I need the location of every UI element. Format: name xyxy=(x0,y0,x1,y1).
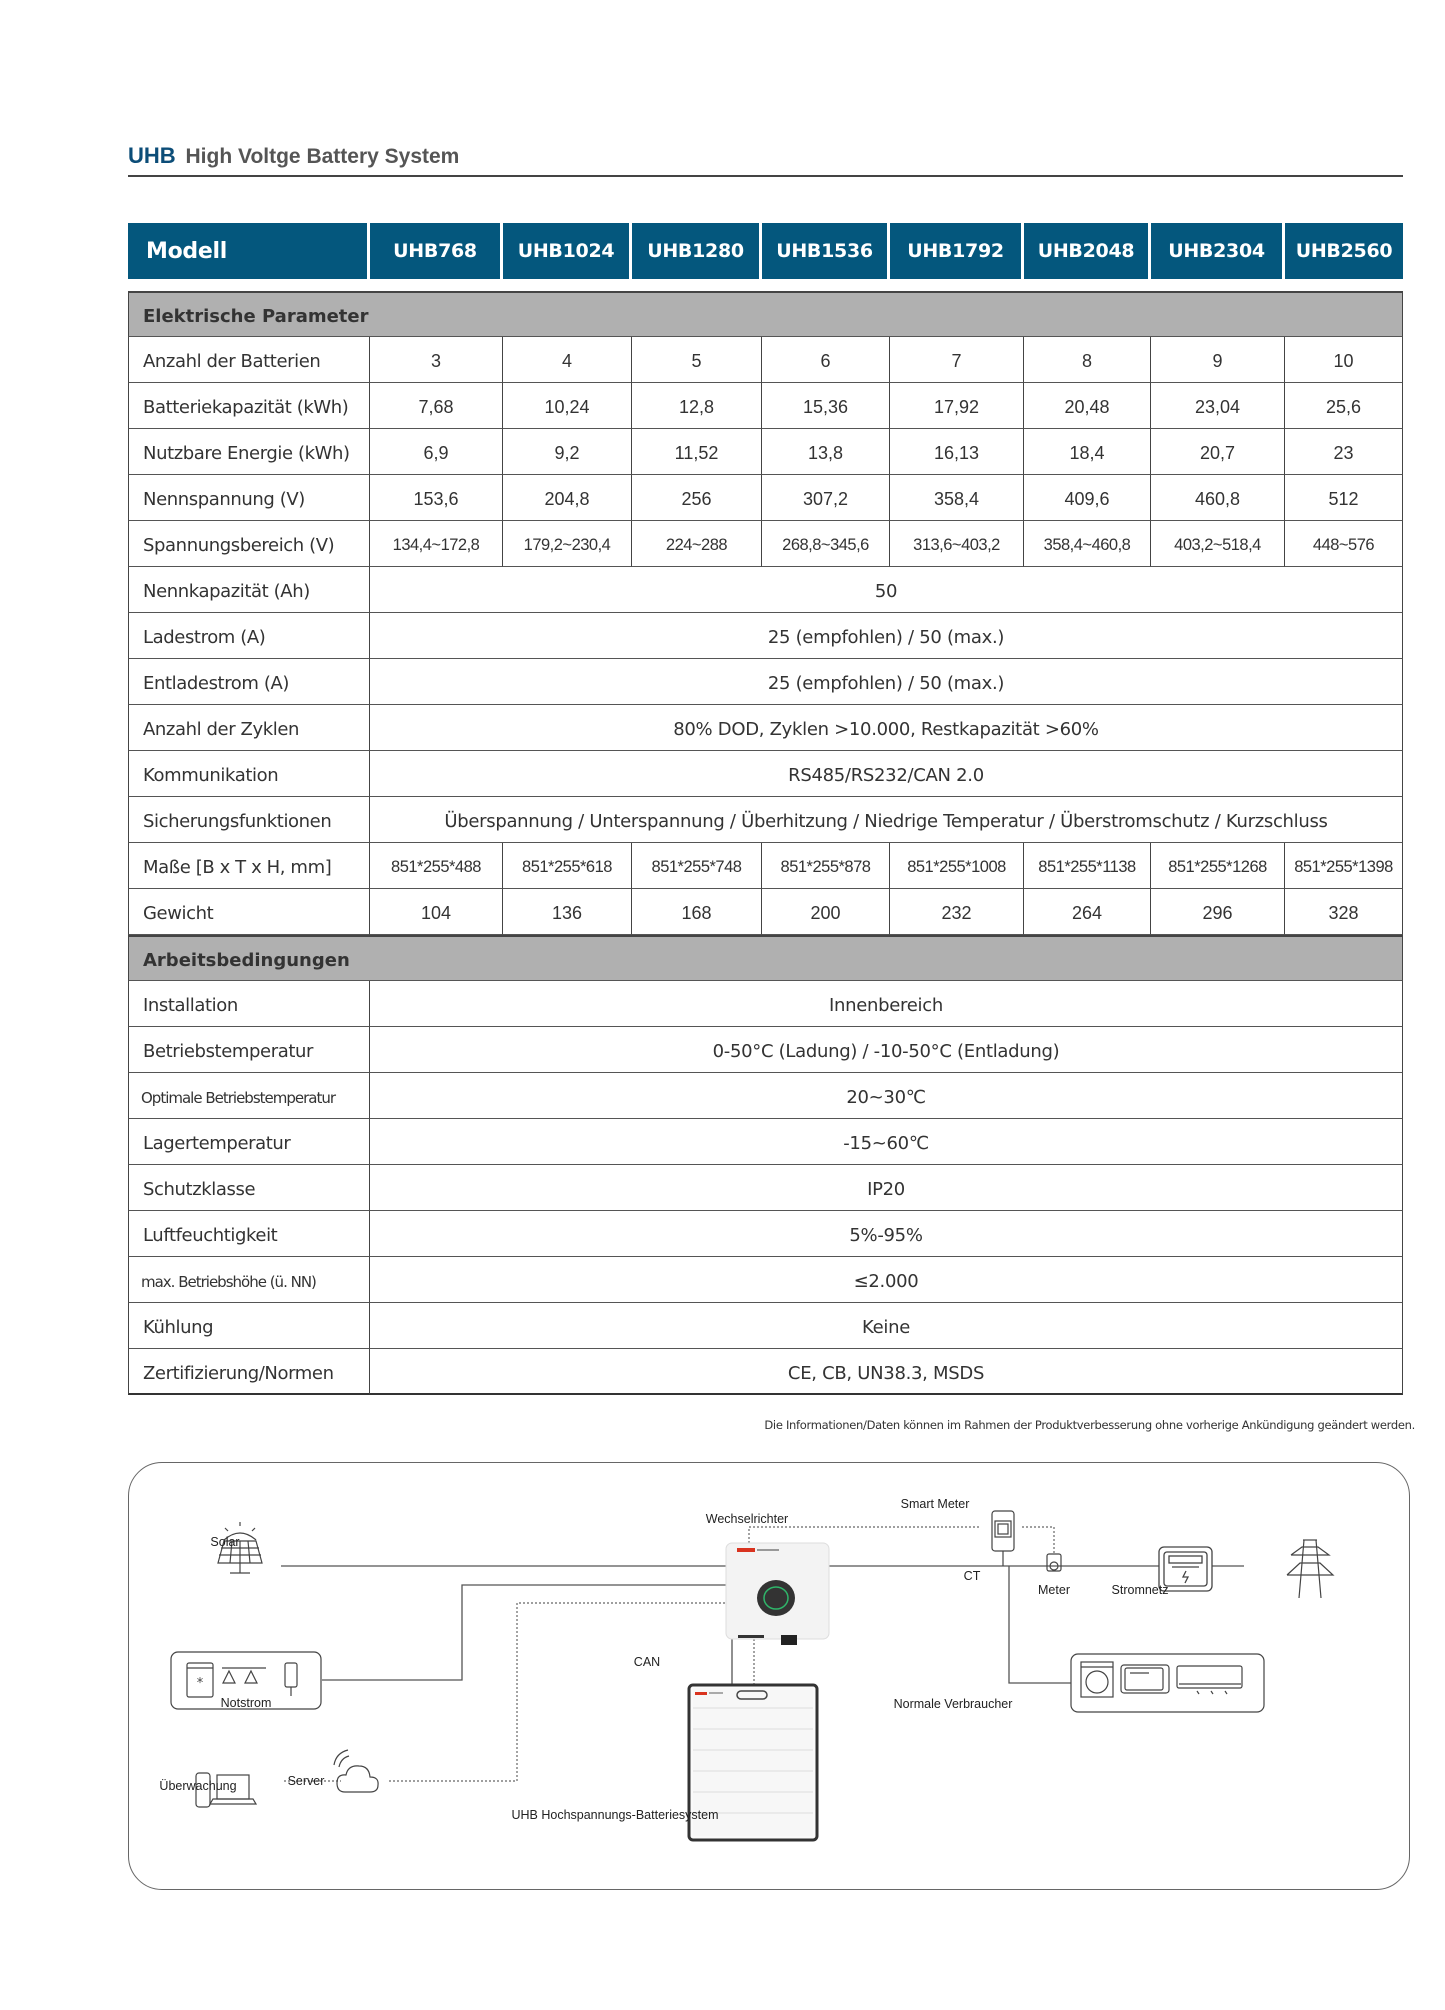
cell: 8 xyxy=(1024,337,1151,383)
cell: 403,2~518,4 xyxy=(1151,521,1285,567)
disclaimer-note: Die Informationen/Daten können im Rahmen der Produktverbesserung ohne vorherige Ankündigung geändert werden. xyxy=(764,1418,1415,1432)
svg-text:*: * xyxy=(196,1676,204,1691)
cell: 851*255*618 xyxy=(503,843,632,889)
table-row xyxy=(128,1303,1403,1349)
cell: CE, CB, UN38.3, MSDS xyxy=(370,1349,1403,1395)
row-label: Installation xyxy=(128,981,370,1027)
row-label: Entladestrom (A) xyxy=(128,659,370,705)
label-server: Server xyxy=(287,1774,325,1788)
model-header: UHB1024 xyxy=(503,223,632,279)
cell: 23,04 xyxy=(1151,383,1285,429)
cell: 0-50°C (Ladung) / -10-50°C (Entladung) xyxy=(370,1027,1403,1073)
cell: 264 xyxy=(1024,889,1151,935)
cell: 851*255*1008 xyxy=(890,843,1024,889)
row-label: Nennspannung (V) xyxy=(128,475,370,521)
section-working-conditions xyxy=(128,935,1403,981)
row-label: Batteriekapazität (kWh) xyxy=(128,383,370,429)
table-row xyxy=(128,659,1403,705)
cell: 851*255*878 xyxy=(762,843,890,889)
cell: 20,7 xyxy=(1151,429,1285,475)
power-grid-pylon-icon xyxy=(1287,1540,1333,1598)
cell: 296 xyxy=(1151,889,1285,935)
cell: 5%-95% xyxy=(370,1211,1403,1257)
table-row xyxy=(128,521,1403,567)
cell: 409,6 xyxy=(1024,475,1151,521)
cell: 153,6 xyxy=(370,475,503,521)
table-row xyxy=(128,889,1403,935)
table-row xyxy=(128,1211,1403,1257)
row-label: Betriebstemperatur xyxy=(128,1027,370,1073)
label-battery: UHB Hochspannungs-Batteriesystem xyxy=(511,1808,719,1822)
table-row xyxy=(128,1257,1403,1303)
table-row xyxy=(128,981,1403,1027)
table-row xyxy=(128,613,1403,659)
cell: 18,4 xyxy=(1024,429,1151,475)
cell: 25,6 xyxy=(1285,383,1403,429)
table-row xyxy=(128,1119,1403,1165)
model-header: UHB1536 xyxy=(762,223,890,279)
row-label: Nutzbare Energie (kWh) xyxy=(128,429,370,475)
page-title xyxy=(128,143,1403,177)
cell: 12,8 xyxy=(632,383,762,429)
cell: 204,8 xyxy=(503,475,632,521)
cell: 9 xyxy=(1151,337,1285,383)
model-header: UHB2048 xyxy=(1024,223,1151,279)
cell: 232 xyxy=(890,889,1024,935)
table-row xyxy=(128,751,1403,797)
model-column-header: Modell xyxy=(128,223,370,279)
table-row xyxy=(128,1027,1403,1073)
table-row xyxy=(128,797,1403,843)
cell: 358,4~460,8 xyxy=(1024,521,1151,567)
spec-table xyxy=(128,223,1403,1395)
cell: 104 xyxy=(370,889,503,935)
table-row xyxy=(128,567,1403,613)
section-title: Elektrische Parameter xyxy=(128,291,1403,337)
cell: 512 xyxy=(1285,475,1403,521)
cell: 6,9 xyxy=(370,429,503,475)
label-inverter: Wechselrichter xyxy=(705,1512,789,1526)
spacer xyxy=(128,279,1403,291)
cell: Keine xyxy=(370,1303,1403,1349)
row-label: Ladestrom (A) xyxy=(128,613,370,659)
cell: 20~30℃ xyxy=(370,1073,1403,1119)
inverter-icon xyxy=(726,1543,829,1645)
cell: 851*255*748 xyxy=(632,843,762,889)
cell: IP20 xyxy=(370,1165,1403,1211)
model-header-row xyxy=(128,223,1403,279)
household-loads-icon xyxy=(1071,1654,1264,1712)
cell: 3 xyxy=(370,337,503,383)
table-row xyxy=(128,843,1403,889)
row-label: Sicherungsfunktionen xyxy=(128,797,370,843)
label-smart-meter: Smart Meter xyxy=(900,1497,970,1511)
table-row xyxy=(128,337,1403,383)
brand-name: UHB xyxy=(128,143,176,168)
table-row xyxy=(128,1073,1403,1119)
section-electrical xyxy=(128,291,1403,337)
label-can: CAN xyxy=(633,1655,661,1669)
cell: 256 xyxy=(632,475,762,521)
cell: 200 xyxy=(762,889,890,935)
table-row xyxy=(128,475,1403,521)
cell: 5 xyxy=(632,337,762,383)
row-label: Anzahl der Zyklen xyxy=(128,705,370,751)
label-ct: CT xyxy=(963,1569,981,1583)
label-meter: Meter xyxy=(1038,1583,1070,1597)
system-diagram xyxy=(128,1462,1410,1890)
cell: 23 xyxy=(1285,429,1403,475)
row-label: Optimale Betriebstemperatur xyxy=(128,1073,370,1119)
cell: 448~576 xyxy=(1285,521,1403,567)
cell: 179,2~230,4 xyxy=(503,521,632,567)
row-label: Kommunikation xyxy=(128,751,370,797)
cell: 7 xyxy=(890,337,1024,383)
cell: 851*255*1268 xyxy=(1151,843,1285,889)
section-title: Arbeitsbedingungen xyxy=(128,935,1403,981)
cell: 268,8~345,6 xyxy=(762,521,890,567)
row-label: Schutzklasse xyxy=(128,1165,370,1211)
cell: -15~60℃ xyxy=(370,1119,1403,1165)
cell: 17,92 xyxy=(890,383,1024,429)
cell: 136 xyxy=(503,889,632,935)
cell: 9,2 xyxy=(503,429,632,475)
row-label: Luftfeuchtigkeit xyxy=(128,1211,370,1257)
cell: RS485/RS232/CAN 2.0 xyxy=(370,751,1403,797)
row-label: Kühlung xyxy=(128,1303,370,1349)
page-title-text: High Voltge Battery System xyxy=(185,145,460,168)
cell: 168 xyxy=(632,889,762,935)
table-row xyxy=(128,429,1403,475)
table-row xyxy=(128,705,1403,751)
cell: ≤2.000 xyxy=(370,1257,1403,1303)
cell: 851*255*1398 xyxy=(1285,843,1403,889)
cell: 11,52 xyxy=(632,429,762,475)
cell: 358,4 xyxy=(890,475,1024,521)
cell: 851*255*1138 xyxy=(1024,843,1151,889)
cell: 16,13 xyxy=(890,429,1024,475)
label-loads: Normale Verbraucher xyxy=(893,1697,1013,1711)
label-solar: Solar xyxy=(210,1535,240,1549)
table-row xyxy=(128,1349,1403,1395)
smart-meter-icon xyxy=(992,1511,1014,1566)
cell: 4 xyxy=(503,337,632,383)
cell: 13,8 xyxy=(762,429,890,475)
diagram-lines xyxy=(129,1463,1411,1891)
cell: 134,4~172,8 xyxy=(370,521,503,567)
cell: 10 xyxy=(1285,337,1403,383)
cloud-server-icon xyxy=(334,1750,378,1792)
cell: 25 (empfohlen) / 50 (max.) xyxy=(370,613,1403,659)
ct-clamp-icon xyxy=(1047,1554,1061,1571)
cell: 80% DOD, Zyklen >10.000, Restkapazität >60% xyxy=(370,705,1403,751)
model-header: UHB768 xyxy=(370,223,503,279)
label-grid: Stromnetz xyxy=(1111,1583,1169,1597)
model-header: UHB1280 xyxy=(632,223,762,279)
cell: 460,8 xyxy=(1151,475,1285,521)
row-label: Spannungsbereich (V) xyxy=(128,521,370,567)
row-label: Nennkapazität (Ah) xyxy=(128,567,370,613)
cell: 25 (empfohlen) / 50 (max.) xyxy=(370,659,1403,705)
label-backup: Notstrom xyxy=(220,1696,272,1710)
cell: 6 xyxy=(762,337,890,383)
cell: Überspannung / Unterspannung / Überhitzung / Niedrige Temperatur / Überstromschutz / Kurzschluss xyxy=(370,797,1403,843)
row-label: Gewicht xyxy=(128,889,370,935)
cell: 10,24 xyxy=(503,383,632,429)
cell: 20,48 xyxy=(1024,383,1151,429)
model-header: UHB1792 xyxy=(890,223,1024,279)
model-header: UHB2304 xyxy=(1151,223,1285,279)
cell: 50 xyxy=(370,567,1403,613)
cell: 328 xyxy=(1285,889,1403,935)
row-label: Lagertemperatur xyxy=(128,1119,370,1165)
cell: Innenbereich xyxy=(370,981,1403,1027)
row-label: Zertifizierung/Normen xyxy=(128,1349,370,1395)
cell: 15,36 xyxy=(762,383,890,429)
table-row xyxy=(128,1165,1403,1211)
cell: 313,6~403,2 xyxy=(890,521,1024,567)
table-row xyxy=(128,383,1403,429)
row-label: max. Betriebshöhe (ü. NN) xyxy=(128,1257,370,1303)
cell: 851*255*488 xyxy=(370,843,503,889)
cell: 7,68 xyxy=(370,383,503,429)
label-monitoring: Überwachung xyxy=(159,1779,237,1793)
cell: 307,2 xyxy=(762,475,890,521)
cell: 224~288 xyxy=(632,521,762,567)
model-header: UHB2560 xyxy=(1285,223,1403,279)
row-label: Anzahl der Batterien xyxy=(128,337,370,383)
row-label: Maße [B x T x H, mm] xyxy=(128,843,370,889)
